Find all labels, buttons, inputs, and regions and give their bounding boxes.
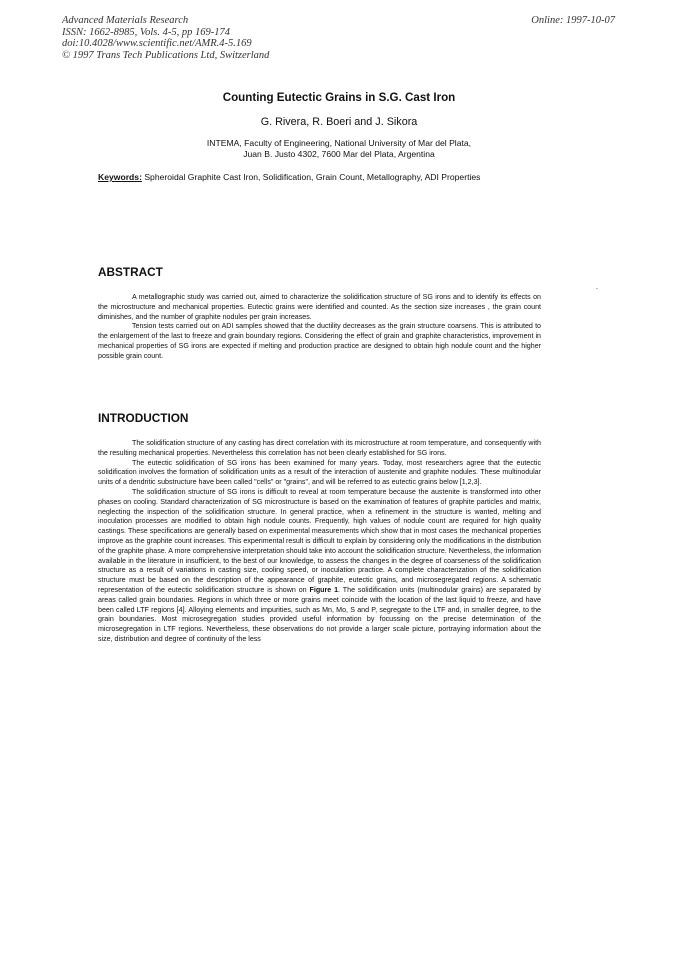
abstract-paragraph-2: Tension tests carried out on ADI samples showed that the ductility decreases as the grain structure coarsens. This is attributed to the enlargement of the last to freeze and grain boundary regions. Considering the effect of grain and graphite characteristics, improvement in mechanical properties of SG irons are expected if melting and production practice are designed to obtain high nodule count and the higher possible grain count.: [98, 322, 541, 360]
journal-name: Advanced Materials Research: [62, 15, 189, 26]
affiliation-line-2: Juan B. Justo 4302, 7600 Mar del Plata, Argentina: [243, 149, 435, 159]
copyright-line: © 1997 Trans Tech Publications Ltd, Switzerland: [62, 49, 270, 61]
keywords-label: Keywords:: [98, 172, 142, 182]
abstract-paragraph-1: A metallographic study was carried out, aimed to characterize the solidification structure of SG irons and to identify its effects on the microstructure and mechanical properties. Eutectic grains were identified and counted. As the section size increases , the grain count diminishes, and the number of graphite nodules per grain increases.: [98, 293, 541, 321]
introduction-paragraph-3: [98, 488, 541, 645]
journal-metadata: [62, 15, 269, 61]
introduction-paragraph-2: The eutectic solidification of SG irons has been examined for many years. Today, most researchers agree that the eutectic solidification involves the formation of solidification units as a result of the interaction of austenite and graphite nodules. These multinodular units of a dendritic substructure have been called "cells" or "grains", and will be referred to as eutectic grains below [1,2,3].: [98, 458, 541, 487]
keywords-text: Spheroidal Graphite Cast Iron, Solidification, Grain Count, Metallography, ADI Properties: [144, 172, 481, 182]
doi-line: doi:10.4028/www.scientific.net/AMR.4-5.169: [62, 38, 252, 49]
introduction-heading: INTRODUCTION: [98, 411, 189, 425]
abstract-heading: ABSTRACT: [98, 265, 163, 279]
keywords: [98, 172, 541, 183]
abstract-body: [98, 293, 541, 362]
paper-title: Counting Eutectic Grains in S.G. Cast Iron: [222, 91, 456, 104]
online-date: Online: 1997-10-07: [531, 15, 615, 26]
affiliation-line-1: INTEMA, Faculty of Engineering, National University of Mar del Plata,: [206, 138, 472, 148]
introduction-paragraph-1: The solidification structure of any casting has direct correlation with its microstructure at room temperature, and consequently with the resulting mechanical properties. Nevertheless this correlation has not been clearly established for SG irons.: [98, 439, 541, 457]
paper-authors: G. Rivera, R. Boeri and J. Sikora: [260, 116, 418, 128]
intro-text-part-1: The solidification structure of SG irons is difficult to reveal at room temperature because the austenite is transformed into other phases on cooling. Standard characterization of SG microstructure is based on the examination of features of graphite particles and matrix, neglecting the inspection of the solidification structure. In general practice, when a refinement in the structure is wanted, melting and inoculation processes are modified to obtain high nodule counts. Frequently, high values of nodule count are required for high quality castings. These specifications are generally based on experimental measurements which show that in most cases the mechanical properties improve as the graphite count increases. This experimental result is difficult to explain by considering only the modifications in the distribution of the graphite phase. A more comprehensive interpretation should take into account the solidification structure. Nevertheless, the information available in the literature in insufficient, to the best of our knowledge, to assess the changes in the degree of coarseness of the solidification structure as a result of variations in casting size, cooling speed, or inoculation practice. A complete characterization of the solidification structure must be based on the description of the appearance of graphite, eutectic grains, and microsegregated regions. A schematic representation of the eutectic solidification structure is shown on: [98, 487, 541, 594]
affiliation: [0, 138, 678, 160]
issn-line: ISSN: 1662-8985, Vols. 4-5, pp 169-174: [62, 26, 230, 38]
introduction-body: [98, 439, 541, 645]
intro-text-part-2: . The solidification units (multinodular grains) are separated by areas called grain boundaries. Regions in which three or more grains meet coincide with the location of the last liquid to freeze, and have been called LTF regions [4]. Alloying elements and impurities, such as Mn, Mo, S and P, segregate to the LTF and, in smaller degree, to the grain boundaries. Most microsegregation studies provided useful information by focussing on the precise determination of the microsegregation in LTF regions. Nevertheless, these observations do not provide a larger scale picture, portraying information about the size, distribution and degree of continuity of the less: [98, 585, 541, 643]
figure-1-reference[interactable]: Figure 1: [309, 585, 339, 594]
scan-speck: [596, 288, 598, 289]
